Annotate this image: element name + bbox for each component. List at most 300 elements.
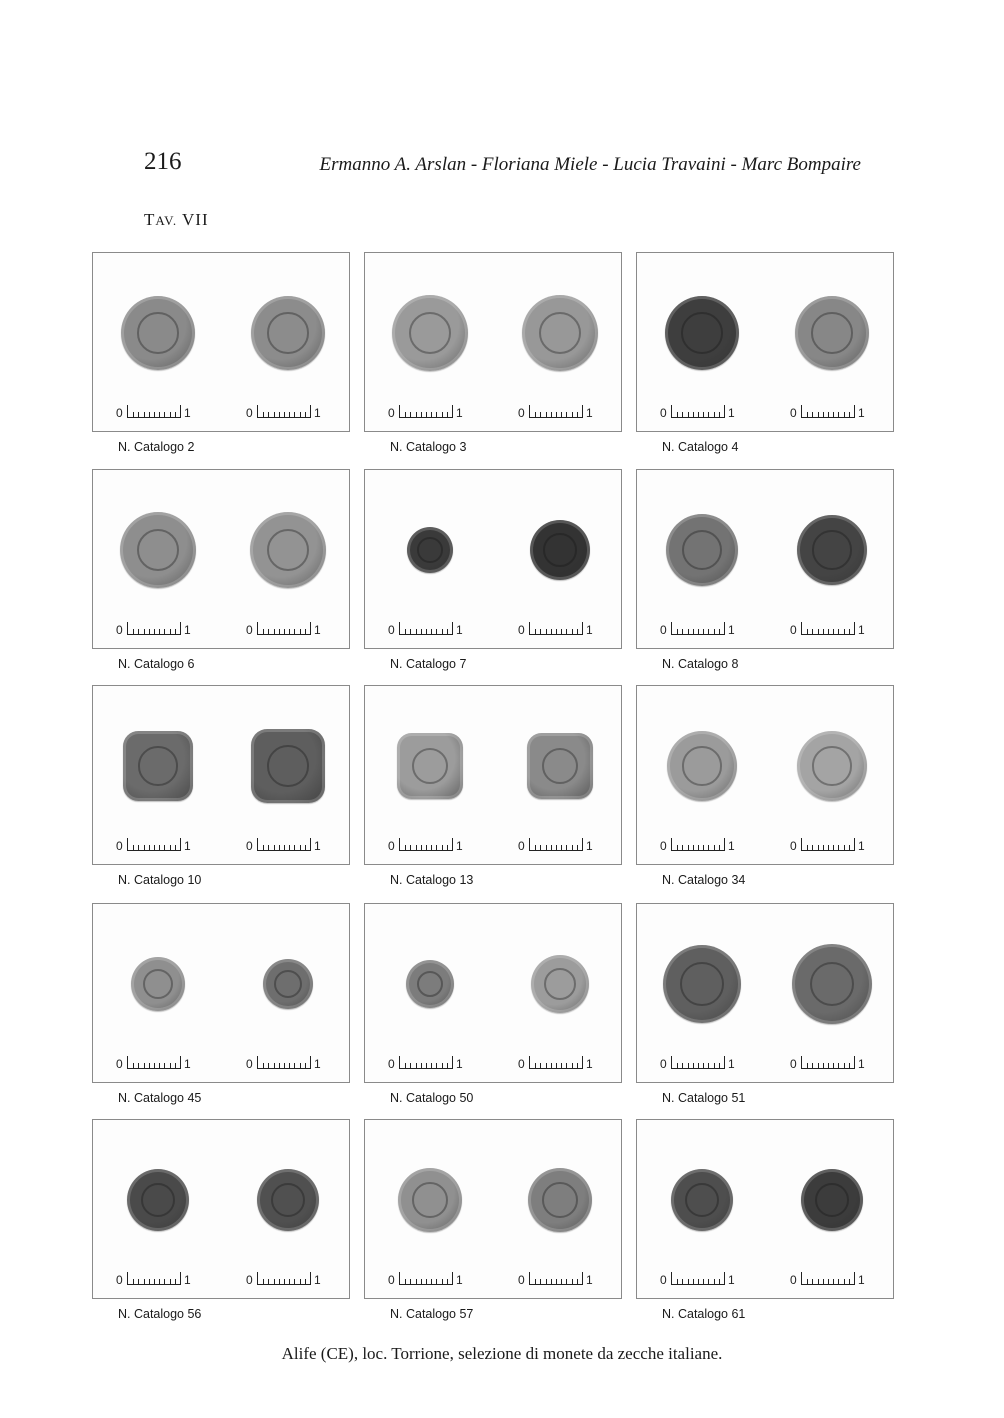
scale-tick — [405, 629, 406, 634]
scale-tick — [540, 1063, 541, 1068]
scale-tick — [556, 629, 557, 634]
scale-tick — [305, 1063, 306, 1068]
coin-inner-ring — [682, 530, 722, 570]
scale-tick — [849, 629, 850, 634]
coin-inner-ring — [143, 969, 173, 999]
scale-tick — [540, 1279, 541, 1284]
coin-panel — [364, 469, 622, 649]
scale-tick — [175, 629, 176, 634]
page-number: 216 — [144, 148, 182, 175]
scale-tick — [838, 1063, 839, 1068]
coin-inner-ring — [137, 529, 180, 572]
scale-tick — [170, 845, 171, 850]
scale-tick — [426, 412, 427, 417]
scale-bar — [116, 1054, 196, 1070]
scale-tick — [170, 1063, 171, 1068]
scale-tick — [818, 629, 819, 634]
scale-ruler — [529, 1056, 583, 1069]
scale-tick — [677, 1279, 678, 1284]
scale-tick — [300, 1279, 301, 1284]
coin-obverse-photo — [398, 1168, 462, 1232]
coin-inner-ring — [542, 748, 579, 785]
scale-tick — [535, 1279, 536, 1284]
scale-label-end: 1 — [728, 839, 735, 853]
scale-tick — [540, 629, 541, 634]
scale-tick — [149, 412, 150, 417]
scale-tick — [164, 845, 165, 850]
scale-bar — [388, 1054, 468, 1070]
scale-label-end: 1 — [456, 839, 463, 853]
scale-ruler — [127, 1056, 181, 1069]
scale-tick — [844, 845, 845, 850]
coin-inner-ring — [138, 746, 177, 785]
scale-bar — [518, 620, 598, 636]
scale-bar — [790, 836, 870, 852]
scale-tick — [289, 412, 290, 417]
scale-tick — [535, 845, 536, 850]
scale-tick — [138, 412, 139, 417]
coin-panel — [92, 1119, 350, 1299]
scale-label-start: 0 — [116, 406, 123, 420]
scale-label-start: 0 — [116, 623, 123, 637]
scale-tick — [159, 1063, 160, 1068]
scale-label-end: 1 — [858, 406, 865, 420]
scale-tick — [436, 412, 437, 417]
scale-label-start: 0 — [116, 1057, 123, 1071]
scale-label-start: 0 — [246, 406, 253, 420]
scale-tick — [546, 1279, 547, 1284]
scale-label-start: 0 — [116, 1273, 123, 1287]
scale-tick — [421, 1063, 422, 1068]
scale-tick — [561, 629, 562, 634]
scale-tick — [688, 845, 689, 850]
scale-tick — [426, 845, 427, 850]
scale-tick — [294, 1279, 295, 1284]
scale-ruler — [127, 838, 181, 851]
scale-ruler — [671, 838, 725, 851]
scale-tick — [688, 629, 689, 634]
scale-tick — [677, 412, 678, 417]
plate-label-initial: T — [144, 210, 156, 229]
scale-tick — [442, 629, 443, 634]
scale-tick — [416, 629, 417, 634]
scale-tick — [708, 1063, 709, 1068]
scale-tick — [133, 1063, 134, 1068]
scale-tick — [818, 412, 819, 417]
scale-tick — [849, 1063, 850, 1068]
scale-tick — [431, 412, 432, 417]
scale-tick — [274, 845, 275, 850]
scale-tick — [268, 845, 269, 850]
scale-label-start: 0 — [518, 406, 525, 420]
scale-tick — [442, 1063, 443, 1068]
scale-tick — [436, 845, 437, 850]
scale-label-start: 0 — [388, 623, 395, 637]
scale-tick — [164, 1279, 165, 1284]
coin-catalog-caption: N. Catalogo 8 — [662, 657, 739, 671]
scale-tick — [133, 412, 134, 417]
scale-tick — [693, 1063, 694, 1068]
scale-bar — [116, 836, 196, 852]
scale-tick — [566, 845, 567, 850]
scale-tick — [263, 629, 264, 634]
scale-ruler — [801, 405, 855, 418]
scale-ruler — [801, 838, 855, 851]
scale-tick — [838, 629, 839, 634]
scale-label-end: 1 — [314, 623, 321, 637]
scale-tick — [556, 1279, 557, 1284]
scale-tick — [426, 1279, 427, 1284]
coin-panel — [92, 903, 350, 1083]
coin-reverse-photo — [797, 515, 867, 585]
scale-tick — [279, 1063, 280, 1068]
scale-tick — [828, 412, 829, 417]
coin-inner-ring — [539, 312, 582, 355]
scale-tick — [698, 629, 699, 634]
coin-reverse-photo — [250, 512, 326, 588]
scale-tick — [410, 1063, 411, 1068]
scale-tick — [421, 412, 422, 417]
scale-tick — [447, 629, 448, 634]
scale-bar — [660, 836, 740, 852]
scale-tick — [807, 845, 808, 850]
scale-bar — [660, 1054, 740, 1070]
scale-tick — [823, 629, 824, 634]
running-head-authors: Ermanno A. Arslan - Floriana Miele - Lucia Travaini - Marc Bompaire — [319, 154, 861, 175]
scale-tick — [577, 412, 578, 417]
coin-inner-ring — [141, 1183, 176, 1218]
scale-tick — [807, 1063, 808, 1068]
scale-tick — [268, 1063, 269, 1068]
scale-ruler — [257, 1056, 311, 1069]
scale-tick — [807, 412, 808, 417]
scale-tick — [279, 845, 280, 850]
scale-tick — [719, 1279, 720, 1284]
scale-ruler — [127, 405, 181, 418]
scale-tick — [416, 1279, 417, 1284]
scale-tick — [703, 629, 704, 634]
scale-tick — [535, 412, 536, 417]
scale-tick — [164, 629, 165, 634]
coin-inner-ring — [274, 970, 302, 998]
scale-tick — [572, 412, 573, 417]
scale-tick — [561, 1063, 562, 1068]
scale-tick — [284, 412, 285, 417]
scale-label-end: 1 — [858, 1273, 865, 1287]
scale-tick — [849, 412, 850, 417]
scale-bar — [246, 403, 326, 419]
coin-catalog-caption: N. Catalogo 6 — [118, 657, 195, 671]
scale-tick — [719, 629, 720, 634]
coin-inner-ring — [680, 962, 724, 1006]
scale-tick — [154, 845, 155, 850]
scale-tick — [263, 1063, 264, 1068]
coin-obverse-photo — [131, 957, 185, 1011]
scale-tick — [708, 629, 709, 634]
scale-ruler — [801, 622, 855, 635]
scale-tick — [719, 1063, 720, 1068]
scale-tick — [410, 845, 411, 850]
scale-tick — [577, 1063, 578, 1068]
scale-tick — [175, 1063, 176, 1068]
coin-panel — [92, 469, 350, 649]
coin-inner-ring — [542, 1182, 578, 1218]
scale-tick — [436, 629, 437, 634]
coin-inner-ring — [811, 312, 852, 353]
scale-ruler — [671, 622, 725, 635]
coin-inner-ring — [417, 971, 444, 998]
scale-tick — [703, 1063, 704, 1068]
scale-tick — [566, 1063, 567, 1068]
scale-tick — [540, 412, 541, 417]
scale-tick — [688, 412, 689, 417]
scale-label-start: 0 — [518, 839, 525, 853]
scale-bar — [388, 403, 468, 419]
scale-tick — [708, 412, 709, 417]
scale-tick — [546, 412, 547, 417]
coin-catalog-caption: N. Catalogo 57 — [390, 1307, 474, 1321]
coin-reverse-photo — [530, 520, 590, 580]
scale-tick — [138, 1063, 139, 1068]
scale-label-end: 1 — [456, 623, 463, 637]
scale-tick — [410, 412, 411, 417]
scale-tick — [138, 629, 139, 634]
scale-tick — [263, 412, 264, 417]
coin-panel — [364, 252, 622, 432]
coin-catalog-caption: N. Catalogo 4 — [662, 440, 739, 454]
scale-ruler — [127, 1272, 181, 1285]
scale-tick — [268, 629, 269, 634]
coin-catalog-caption: N. Catalogo 2 — [118, 440, 195, 454]
scale-label-start: 0 — [790, 1273, 797, 1287]
scale-tick — [149, 629, 150, 634]
scale-tick — [300, 412, 301, 417]
scale-tick — [170, 1279, 171, 1284]
scale-tick — [838, 845, 839, 850]
scale-tick — [159, 629, 160, 634]
scale-tick — [138, 845, 139, 850]
scale-tick — [149, 1279, 150, 1284]
coin-panel — [364, 903, 622, 1083]
scale-tick — [828, 845, 829, 850]
scale-tick — [551, 1279, 552, 1284]
scale-bar — [660, 403, 740, 419]
scale-tick — [561, 412, 562, 417]
coin-obverse-photo — [406, 960, 454, 1008]
scale-label-end: 1 — [586, 1273, 593, 1287]
scale-tick — [823, 1279, 824, 1284]
scale-tick — [416, 845, 417, 850]
scale-label-end: 1 — [728, 1273, 735, 1287]
coin-obverse-photo — [665, 296, 739, 370]
scale-tick — [714, 629, 715, 634]
scale-bar — [116, 403, 196, 419]
coin-panel — [364, 1119, 622, 1299]
scale-tick — [405, 1063, 406, 1068]
scale-label-start: 0 — [790, 406, 797, 420]
scale-tick — [833, 1063, 834, 1068]
scale-bar — [790, 1270, 870, 1286]
scale-label-start: 0 — [388, 1057, 395, 1071]
scale-tick — [421, 1279, 422, 1284]
plate-label-number: VII — [182, 210, 209, 229]
coin-panel — [636, 1119, 894, 1299]
scale-tick — [693, 1279, 694, 1284]
scale-tick — [442, 412, 443, 417]
scale-label-start: 0 — [246, 839, 253, 853]
scale-tick — [416, 1063, 417, 1068]
scale-tick — [561, 845, 562, 850]
coin-catalog-caption: N. Catalogo 3 — [390, 440, 467, 454]
scale-tick — [818, 845, 819, 850]
scale-tick — [833, 1279, 834, 1284]
coin-catalog-caption: N. Catalogo 7 — [390, 657, 467, 671]
scale-tick — [535, 1063, 536, 1068]
coin-panel — [636, 685, 894, 865]
scale-tick — [688, 1063, 689, 1068]
scale-tick — [274, 412, 275, 417]
scale-tick — [682, 412, 683, 417]
scale-label-start: 0 — [388, 1273, 395, 1287]
scale-bar — [790, 403, 870, 419]
scale-tick — [305, 1279, 306, 1284]
scale-tick — [263, 845, 264, 850]
scale-ruler — [671, 405, 725, 418]
scale-label-start: 0 — [246, 623, 253, 637]
scale-ruler — [399, 405, 453, 418]
scale-tick — [682, 629, 683, 634]
coin-inner-ring — [543, 533, 577, 567]
scale-tick — [828, 1279, 829, 1284]
scale-tick — [164, 412, 165, 417]
scale-tick — [844, 629, 845, 634]
scale-tick — [300, 1063, 301, 1068]
scale-tick — [426, 1063, 427, 1068]
scale-tick — [154, 1063, 155, 1068]
scale-tick — [812, 629, 813, 634]
scale-label-start: 0 — [518, 1057, 525, 1071]
scale-ruler — [127, 622, 181, 635]
scale-tick — [284, 845, 285, 850]
scale-tick — [577, 629, 578, 634]
scale-tick — [274, 629, 275, 634]
scale-tick — [154, 1279, 155, 1284]
scale-tick — [300, 629, 301, 634]
scale-tick — [698, 412, 699, 417]
scale-label-start: 0 — [388, 406, 395, 420]
coin-inner-ring — [271, 1183, 306, 1218]
scale-tick — [823, 845, 824, 850]
scale-tick — [703, 845, 704, 850]
coin-obverse-photo — [397, 733, 463, 799]
coin-reverse-photo — [257, 1169, 319, 1231]
scale-tick — [144, 1279, 145, 1284]
coin-obverse-photo — [407, 527, 453, 573]
scale-ruler — [399, 1056, 453, 1069]
scale-tick — [144, 845, 145, 850]
coin-panel — [636, 903, 894, 1083]
coin-inner-ring — [812, 746, 851, 785]
scale-tick — [698, 1279, 699, 1284]
scale-tick — [693, 629, 694, 634]
coin-panel — [636, 469, 894, 649]
scale-tick — [719, 845, 720, 850]
scale-tick — [144, 629, 145, 634]
scale-tick — [164, 1063, 165, 1068]
scale-label-start: 0 — [518, 623, 525, 637]
scale-tick — [807, 1279, 808, 1284]
scale-tick — [279, 629, 280, 634]
scale-label-end: 1 — [586, 1057, 593, 1071]
scale-tick — [279, 1279, 280, 1284]
scale-tick — [289, 629, 290, 634]
scale-tick — [431, 1063, 432, 1068]
scale-tick — [284, 629, 285, 634]
scale-tick — [818, 1279, 819, 1284]
scale-label-end: 1 — [586, 839, 593, 853]
scale-tick — [421, 629, 422, 634]
scale-tick — [682, 845, 683, 850]
scale-label-start: 0 — [116, 839, 123, 853]
coin-inner-ring — [815, 1183, 850, 1218]
scale-tick — [410, 629, 411, 634]
scale-label-start: 0 — [518, 1273, 525, 1287]
scale-tick — [838, 412, 839, 417]
coin-panel — [364, 685, 622, 865]
coin-inner-ring — [810, 962, 855, 1007]
scale-label-end: 1 — [184, 406, 191, 420]
scale-label-end: 1 — [314, 839, 321, 853]
scale-ruler — [257, 1272, 311, 1285]
coin-reverse-photo — [251, 296, 325, 370]
scale-tick — [714, 1279, 715, 1284]
scale-tick — [714, 412, 715, 417]
coin-obverse-photo — [127, 1169, 189, 1231]
coin-obverse-photo — [667, 731, 737, 801]
scale-tick — [807, 629, 808, 634]
scale-tick — [572, 629, 573, 634]
coin-panel — [92, 685, 350, 865]
scale-tick — [844, 412, 845, 417]
scale-tick — [682, 1279, 683, 1284]
coin-panel — [636, 252, 894, 432]
scale-bar — [246, 1270, 326, 1286]
scale-bar — [116, 1270, 196, 1286]
coin-inner-ring — [412, 1182, 448, 1218]
scale-tick — [175, 845, 176, 850]
scale-tick — [535, 629, 536, 634]
scale-tick — [426, 629, 427, 634]
scale-tick — [447, 412, 448, 417]
scale-label-start: 0 — [790, 839, 797, 853]
scale-tick — [551, 845, 552, 850]
scale-tick — [551, 1063, 552, 1068]
scale-ruler — [399, 1272, 453, 1285]
scale-tick — [546, 845, 547, 850]
scale-tick — [305, 412, 306, 417]
scale-bar — [518, 836, 598, 852]
coin-catalog-caption: N. Catalogo 45 — [118, 1091, 202, 1105]
scale-bar — [518, 403, 598, 419]
scale-bar — [518, 1270, 598, 1286]
scale-tick — [294, 1063, 295, 1068]
coin-inner-ring — [682, 746, 721, 785]
coin-catalog-caption: N. Catalogo 51 — [662, 1091, 746, 1105]
scale-tick — [305, 845, 306, 850]
coin-obverse-photo — [671, 1169, 733, 1231]
coin-obverse-photo — [392, 295, 468, 371]
scale-tick — [159, 845, 160, 850]
